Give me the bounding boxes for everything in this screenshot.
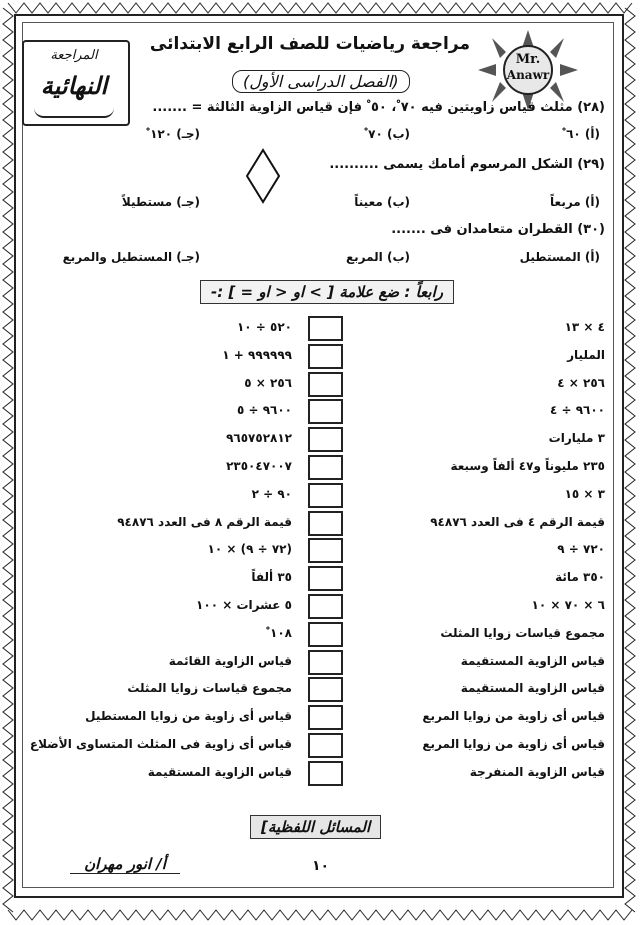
question-28: (٢٨) مثلث قياس زاويتين فيه ٧٠ ْ، ٥٠ ْ فإن قياس الزاوية الثالثة = ....... (152, 100, 605, 115)
logo-main-text: النهائية (40, 72, 108, 100)
q29-option-b: (ب) معيناً (354, 195, 410, 209)
compare-row-left: (٧٢ ÷ ٩) × ١٠ (207, 542, 292, 557)
compare-row-left: ٥٢٠ ÷ ١٠ (236, 320, 292, 334)
question-29: (٢٩) الشكل المرسوم أمامك يسمى .......... (329, 157, 605, 172)
answer-box[interactable] (308, 455, 343, 480)
answer-box[interactable] (308, 566, 343, 591)
compare-row-left: ٩٩٩٩٩٩ + ١ (222, 347, 292, 362)
compare-row-right: ٢٣٥ مليوناً و٤٧ ألفاً وسبعة (450, 459, 605, 473)
compare-row-right: قياس أى زاوية من زوايا المربع (422, 709, 605, 724)
compare-row-right: ٣ مليارات (548, 431, 605, 446)
compare-row-right: ٣٥٠ مائة (555, 570, 605, 585)
badge-line1: Mr. (515, 52, 541, 67)
question-30: (٣٠) القطران متعامدان فى ....... (391, 222, 605, 237)
compare-row-left: قيمة الرقم ٨ فى العدد ٩٤٨٧٦ (117, 514, 292, 529)
compare-row-right: المليار (567, 347, 605, 362)
compare-row-left: ٩٦٠٠ ÷ ٥ (236, 403, 292, 418)
compare-row-left: ٩٠ ÷ ٢ (251, 486, 292, 501)
compare-row-right: قياس الزاوية المستقيمة (460, 653, 605, 668)
final-review-logo (22, 40, 130, 126)
q29-option-a: (أ) مربعاً (550, 195, 600, 209)
badge-line2: Anawr (506, 68, 550, 82)
page-title: مراجعة رياضيات للصف الرابع الابتدائى (149, 34, 470, 54)
compare-row-right: قياس أى زاوية من زوايا المربع (422, 737, 605, 751)
answer-box[interactable] (308, 483, 343, 508)
compare-row-right: ٣ × ١٥ (564, 486, 605, 501)
word-problems-heading: المسائل اللفظية] (250, 815, 381, 839)
q30-option-a: (أ) المستطيل (519, 250, 600, 264)
answer-box[interactable] (308, 622, 343, 647)
book-icon (34, 108, 114, 118)
compare-row-right: مجموع قياسات زوايا المثلث (440, 625, 605, 640)
compare-row-right: قيمة الرقم ٤ فى العدد ٩٤٨٧٦ (430, 514, 605, 529)
logo-top-text: المراجعة (50, 48, 98, 63)
page-number: ١٠ (312, 858, 330, 874)
rhombus-shape (245, 148, 281, 204)
compare-row-right: قياس الزاوية المستقيمة (460, 681, 605, 696)
compare-row-right: ٢٥٦ × ٤ (557, 375, 605, 390)
compare-row-left: ٢٣٥٠٤٧٠٠٧ (226, 459, 292, 473)
answer-box[interactable] (308, 316, 343, 341)
answer-box[interactable] (308, 650, 343, 675)
term-label: (الفصل الدراسى الأول) (232, 70, 410, 93)
compare-row-right: ٧٢٠ ÷ ٩ (557, 542, 605, 557)
compare-row-left: قياس الزاوية القائمة (168, 653, 292, 668)
compare-row-right: قياس الزاوية المنفرجة (469, 764, 605, 779)
q29-option-c: (جـ) مستطيلاً (121, 195, 200, 209)
answer-box[interactable] (308, 761, 343, 786)
compare-row-left: ٢٥٦ × ٥ (244, 375, 292, 390)
answer-box[interactable] (308, 705, 343, 730)
answer-box[interactable] (308, 399, 343, 424)
compare-row-left: قياس أى زاوية من زوايا المستطيل (85, 709, 292, 724)
answer-box[interactable] (308, 538, 343, 563)
compare-row-left: ٥ عشرات × ١٠٠ (196, 598, 292, 612)
answer-box[interactable] (308, 677, 343, 702)
answer-box[interactable] (308, 511, 343, 536)
author-signature: أ/ انور مهران (70, 855, 180, 874)
compare-row-right: ٩٦٠٠ ÷ ٤ (549, 403, 605, 418)
compare-row-left: ٩٦٥٧٥٢٨١٢ (226, 431, 292, 446)
q28-option-a: (أ) ٦٠ ْ (561, 127, 600, 141)
compare-row-right: ٤ × ١٣ (564, 320, 605, 334)
teacher-badge (478, 30, 578, 110)
compare-row-left: قياس الزاوية المستقيمة (147, 764, 292, 779)
compare-row-left: ١٠٨ ْ (265, 625, 292, 640)
compare-row-left: مجموع قياسات زوايا المثلث (127, 681, 292, 696)
q30-option-b: (ب) المربع (345, 250, 410, 264)
compare-row-left: ٣٥ ألفاً (251, 570, 292, 585)
compare-row-right: ٦ × ٧٠ × ١٠ (531, 598, 605, 612)
answer-box[interactable] (308, 344, 343, 369)
q30-option-c: (جـ) المستطيل والمربع (62, 250, 200, 264)
answer-box[interactable] (308, 594, 343, 619)
compare-row-left: قياس أى زاوية فى المثلث المتساوى الأضلاع (29, 737, 292, 751)
q28-option-c: (جـ) ١٢٠ ْ (146, 127, 200, 141)
answer-box[interactable] (308, 372, 343, 397)
answer-box[interactable] (308, 733, 343, 758)
answer-box[interactable] (308, 427, 343, 452)
section4-heading: رابعاً : ضع علامة [ > او < او = ] :- (200, 280, 454, 304)
q28-option-b: (ب) ٧٠ ْ (364, 127, 410, 141)
